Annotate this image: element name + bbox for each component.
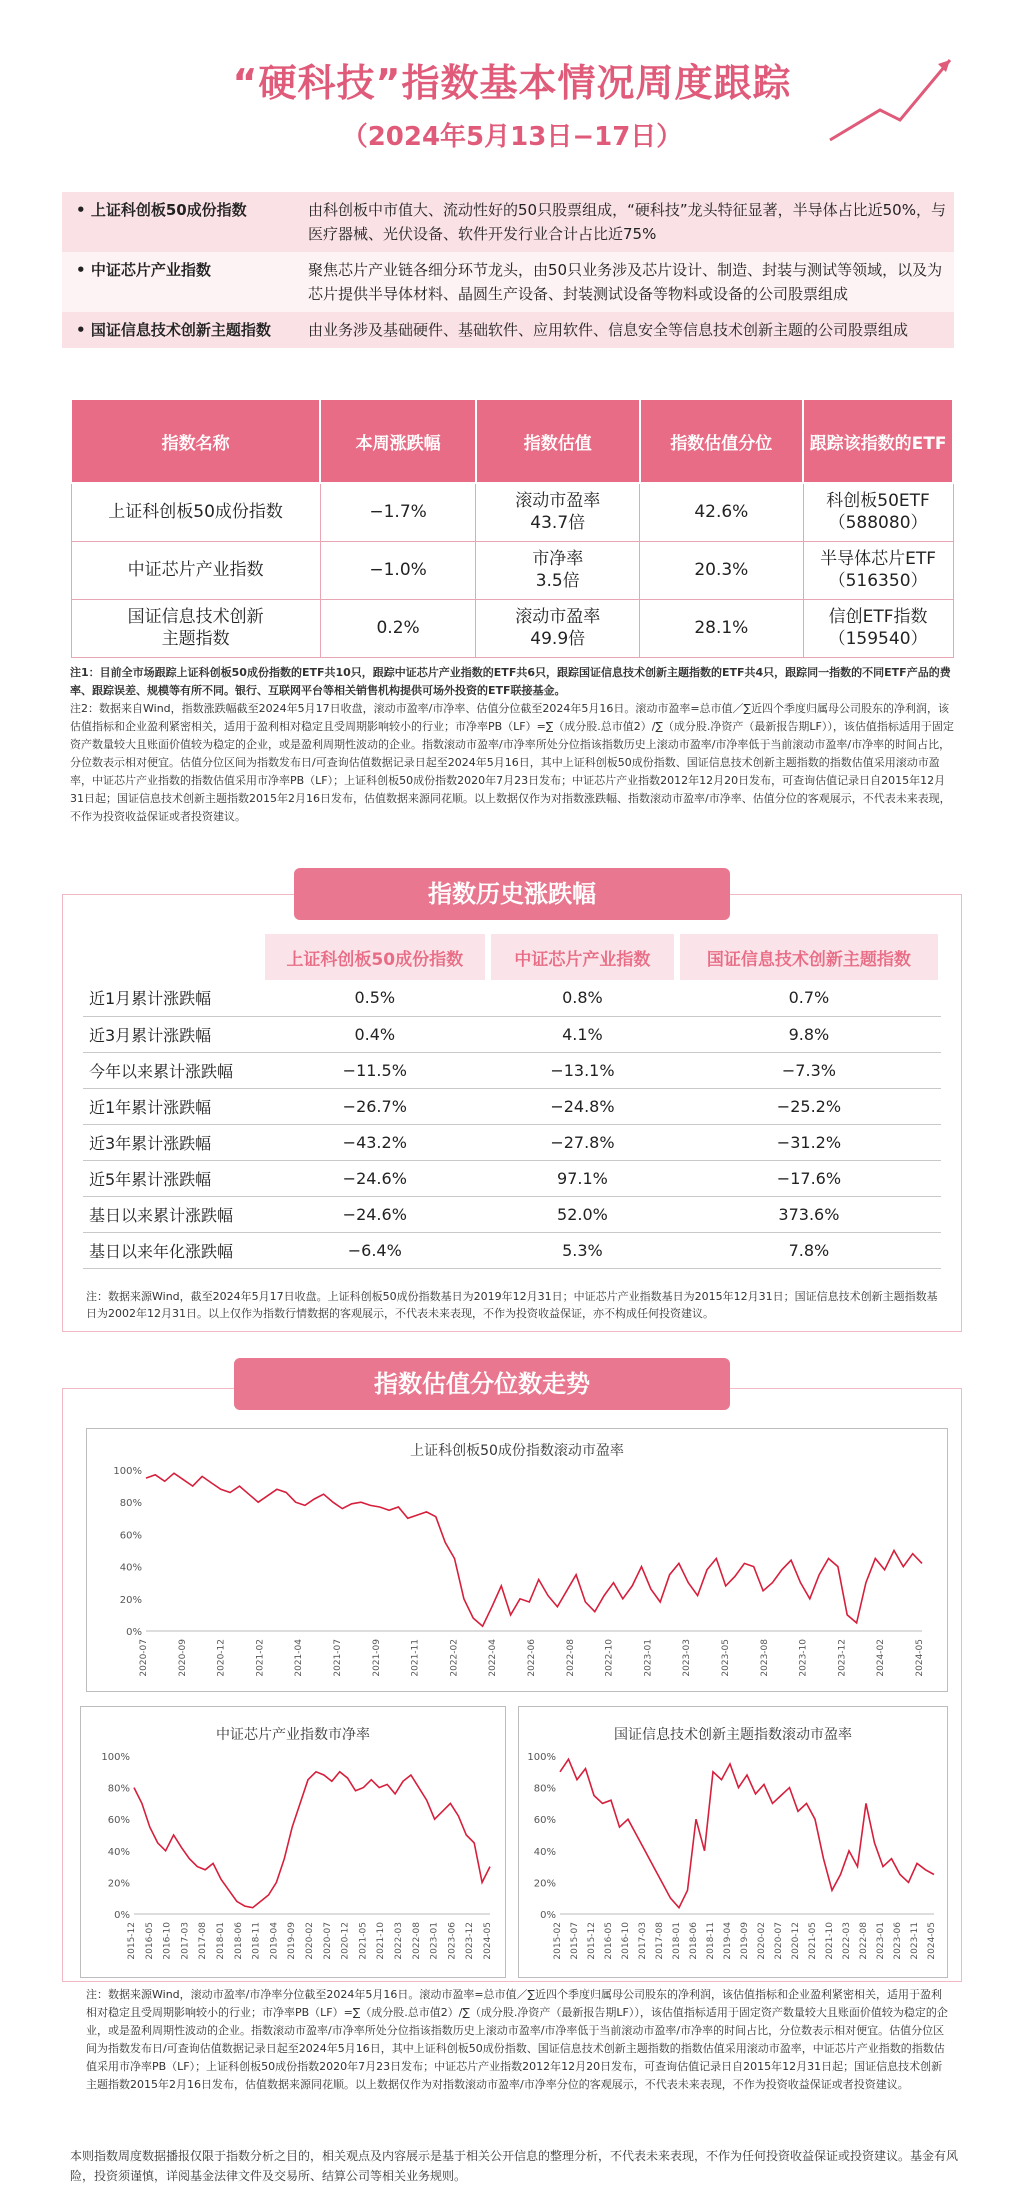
weekly-change: 0.2% [320,599,476,657]
chart-xinchuang [524,1748,942,1970]
footnote-3: 注：数据来源Wind，滚动市盈率/市净率分位截至2024年5月16日。滚动市盈率=总市值／∑近四个季度归属母公司股东的净利润，该估值指标和企业盈利紧密相关，适用于盈利相对稳定且受周期影响较小的行业；市净率PB（LF）=∑（成分股.总市值2）/∑（成分股.净资产（最新报告期LF）），该估值指标适用于固定资产数量较大且账面价值较为稳定的企业，或是盈利周期性波动的企业。指数滚动市盈率/市净率所处分位指该指数历史上滚动市盈率/市净率低于当前滚动市盈率/市净率的时间占比，分位数表示相对便宜。估值分位区间为指数发布日/可查询估值数据记录日起至2024年5月16日，其中上证科创板50成份指数、国证信息技术创新主题指数的指数估值采用滚动市盈率，中证芯片产业指数的指数估值采用市净率PB（LF）；上证科创板50成份指数2020年7月23日发布；中证芯片产业指数2012年12月20日发布，可查询估值记录日自2015年12月31日起；国证信息技术创新主题指数2015年2月16日发布，估值数据来源同花顺。以上数据仅作为对指数滚动市盈率/市净率分位的客观展示，不代表未来表现，不作为投资收益保证或者投资建议。 [86,1988,948,2091]
y-tick-label: 60% [533,1815,556,1827]
y-tick-label: 40% [119,1562,142,1574]
index-name: 国证信息技术创新 主题指数 [71,599,320,657]
row-value: −24.6% [262,1196,488,1232]
x-tick-label: 2022-03 [842,1922,852,1960]
y-tick-label: 60% [107,1815,130,1827]
table-row [83,1124,941,1160]
x-tick-label: 2017-08 [198,1922,209,1960]
page-title: “硬科技”指数基本情况周度跟踪 [232,61,792,105]
x-tick-label: 2021-10 [825,1922,835,1960]
x-tick-label: 2015-12 [127,1922,137,1960]
row-label: 基日以来年化涨跌幅 [83,1232,262,1268]
etf-name: 信创ETF指数 （159540） [803,599,953,657]
row-value: −17.6% [677,1160,941,1196]
series-line [134,1772,490,1908]
row-value: −24.6% [262,1160,488,1196]
row-label: 近3年累计涨跌幅 [83,1124,262,1160]
row-value: 0.8% [488,980,677,1016]
y-tick-label: 20% [107,1878,130,1890]
etf-name: 科创板50ETF （588080） [803,483,953,541]
y-tick-label: 0% [126,1627,142,1638]
x-tick-label: 2022-04 [488,1639,499,1677]
row-label: 基日以来累计涨跌幅 [83,1196,262,1232]
x-tick-label: 2015-02 [553,1922,563,1960]
row-value: 4.1% [488,1016,677,1052]
valuation-percentile: 28.1% [640,599,804,657]
series-line [560,1759,934,1908]
x-tick-label: 2022-03 [394,1922,404,1960]
row-label: 近1月累计涨跌幅 [83,980,262,1016]
weekly-change: −1.7% [320,483,476,541]
valuation-title: 指数估值分位数走势 [234,1358,730,1410]
header-valuation-percentile: 指数估值分位 [640,399,804,483]
x-tick-label: 2021-09 [371,1639,382,1677]
y-tick-label: 0% [114,1910,130,1921]
valuation-percentile: 42.6% [640,483,804,541]
x-tick-label: 2015-07 [570,1922,580,1960]
x-tick-label: 2023-01 [429,1922,440,1960]
intro-name: • 中证芯片产业指数 [70,258,308,306]
x-tick-label: 2015-12 [587,1922,597,1960]
x-tick-label: 2019-04 [269,1922,280,1960]
row-value: −13.1% [488,1052,677,1088]
column-xinchuang: 国证信息技术创新主题指数 [677,934,941,980]
x-tick-label: 2021-02 [255,1639,266,1677]
x-tick-label: 2021-11 [410,1639,421,1677]
x-tick-label: 2020-07 [322,1922,333,1960]
x-tick-label: 2022-10 [604,1639,615,1677]
x-tick-label: 2017-03 [638,1922,648,1960]
row-value: 373.6% [677,1196,941,1232]
row-label: 今年以来累计涨跌幅 [83,1052,262,1088]
y-tick-label: 80% [533,1783,556,1795]
history-table [80,934,944,1269]
row-value: 97.1% [488,1160,677,1196]
x-tick-label: 2018-11 [706,1922,716,1960]
intro-text: 由业务涉及基础硬件、基础软件、应用软件、信息安全等信息技术创新主题的公司股票组成 [308,321,909,339]
x-tick-label: 2020-02 [757,1922,767,1960]
x-tick-label: 2016-10 [621,1922,631,1960]
x-tick-label: 2023-03 [682,1639,693,1677]
index-name: 上证科创板50成份指数 [71,483,320,541]
row-value: −11.5% [262,1052,488,1088]
index-summary-table [70,398,954,658]
intro-row [62,312,954,348]
x-tick-label: 2018-06 [689,1922,699,1960]
valuation: 滚动市盈率 43.7倍 [476,483,640,541]
header-etf: 跟踪该指数的ETF [803,399,953,483]
table-row [83,1052,941,1088]
disclaimer: 本则指数周度数据播报仅限于指数分析之目的，相关观点及内容展示是基于相关公开信息的整理分析，不代表未来表现，不作为任何投资收益保证或投资建议。基金有风险，投资须谨慎，详阅基金法律文件及交易所、结算公司等相关业务规则。 [70,2149,959,2183]
header-weekly-change: 本周涨跌幅 [320,399,476,483]
row-value: 0.4% [262,1016,488,1052]
x-tick-label: 2023-11 [910,1922,920,1960]
x-tick-label: 2023-12 [837,1639,848,1677]
header-index-name: 指数名称 [71,399,320,483]
row-value: −6.4% [262,1232,488,1268]
x-tick-label: 2021-04 [294,1639,305,1677]
x-tick-label: 2018-11 [251,1922,262,1960]
intro-name: • 上证科创板50成份指数 [70,198,308,246]
row-value: −27.8% [488,1124,677,1160]
chart-kc50-title: 上证科创板50成份指数滚动市盈率 [410,1443,624,1459]
row-value: −7.3% [677,1052,941,1088]
x-tick-label: 2021-10 [376,1922,387,1960]
x-tick-label: 2024-05 [915,1639,925,1677]
x-tick-label: 2023-10 [798,1639,809,1677]
header-valuation: 指数估值 [476,399,640,483]
x-tick-label: 2022-08 [859,1922,869,1960]
footnote-1: 注1：目前全市场跟踪上证科创板50成份指数的ETF共10只，跟踪中证芯片产业指数的ETF共6只，跟踪国证信息技术创新主题指数的ETF共4只，跟踪同一指数的不同ETF产品的费率、跟踪误差、规模等有所不同。银行、互联网平台等相关销售机构提供可场外投资的ETF联接基金。 注2：数据来自Wind，指数涨跌幅截至2024年5月17日收盘，滚动市盈率/市净率、估值分位截至2024年5月16日。滚动市盈率=总市值／∑近四个季度归属母公司股东的净利润，该估值指标和企业盈利紧密相关，适用于盈利相对稳定且受周期影响较小的行业；市净率PB（LF）=∑（成分股.总市值2）/∑（成分股.净资产（最新报告期LF）），该估值指标适用于固定资产数量较大且账面价值较为稳定的企业，或是盈利周期性波动的企业。指数滚动市盈率/市净率所处分位指该指数历史上滚动市盈率/市净率低于当前滚动市盈率/市净率的时间占比，分位数表示相对便宜。估值分位区间为指数发布日/可查询估值数据记录日起至2024年5月16日，其中上证科创板50成份指数、国证信息技术创新主题指数的指数估值采用滚动市盈率，中证芯片产业指数的指数估值采用市净率PB（LF）；上证科创板50成份指数2020年7月23日发布；中证芯片产业指数2012年12月20日发布，可查询估值记录日自2015年12月31日起；国证信息技术创新主题指数2015年2月16日发布，估值数据来源同花顺。以上数据仅作为对指数涨跌幅、指数滚动市盈率/市净率、估值分位的客观展示，不代表未来表现，不作为投资收益保证或者投资建议。 [70,666,954,823]
x-tick-label: 2017-08 [655,1922,665,1960]
row-value: −26.7% [262,1088,488,1124]
table-row [83,980,941,1016]
x-tick-label: 2022-08 [565,1639,576,1677]
y-tick-label: 100% [113,1466,142,1477]
row-value: 7.8% [677,1232,941,1268]
x-tick-label: 2019-09 [740,1922,750,1960]
trend-arrow-icon [820,40,970,150]
table-row [83,1160,941,1196]
row-value: −24.8% [488,1088,677,1124]
x-tick-label: 2023-06 [447,1922,458,1960]
index-name: 中证芯片产业指数 [71,541,320,599]
y-tick-label: 40% [533,1846,556,1858]
y-tick-label: 40% [107,1846,130,1858]
x-tick-label: 2020-12 [216,1639,227,1677]
table-row [83,1016,941,1052]
intro-row [62,192,954,252]
x-tick-label: 2019-09 [287,1922,298,1960]
y-tick-label: 60% [119,1530,142,1542]
series-line [146,1473,922,1626]
row-value: −25.2% [677,1088,941,1124]
row-value: 9.8% [677,1016,941,1052]
intro-row [62,252,954,312]
x-tick-label: 2020-12 [340,1922,351,1960]
column-chip: 中证芯片产业指数 [488,934,677,980]
weekly-change: −1.0% [320,541,476,599]
page-subtitle: （2024年5月13日−17日） [341,122,683,152]
column-kc50: 上证科创板50成份指数 [262,934,488,980]
x-tick-label: 2023-01 [876,1922,886,1960]
index-intro-list [62,192,954,348]
valuation: 滚动市盈率 49.9倍 [476,599,640,657]
x-tick-label: 2019-04 [723,1922,733,1960]
chart-xinchuang-title: 国证信息技术创新主题指数滚动市盈率 [614,1727,852,1743]
table-row [83,1196,941,1232]
history-title: 指数历史涨跌幅 [294,868,730,920]
y-tick-label: 100% [101,1752,130,1763]
x-tick-label: 2020-07 [139,1639,149,1677]
x-tick-label: 2021-05 [358,1922,369,1960]
x-tick-label: 2018-01 [672,1922,682,1960]
x-tick-label: 2024-05 [483,1922,493,1960]
row-label: 近5年累计涨跌幅 [83,1160,262,1196]
x-tick-label: 2020-12 [791,1922,801,1960]
intro-text: 聚焦芯片产业链各细分环节龙头，由50只业务涉及芯片设计、制造、封装与测试等领域，以及为芯片提供半导体材料、晶圆生产设备、封装测试设备等物料或设备的公司股票组成 [308,261,943,303]
x-tick-label: 2018-06 [233,1922,244,1960]
x-tick-label: 2023-01 [643,1639,654,1677]
etf-name: 半导体芯片ETF （516350） [803,541,953,599]
x-tick-label: 2016-05 [604,1922,614,1960]
y-tick-label: 100% [527,1752,556,1763]
table-row [83,1088,941,1124]
y-tick-label: 80% [119,1498,142,1510]
row-value: 5.3% [488,1232,677,1268]
table-row [71,483,953,541]
x-tick-label: 2023-08 [759,1639,770,1677]
x-tick-label: 2022-02 [449,1639,460,1677]
x-tick-label: 2021-07 [333,1639,343,1677]
row-label: 近3月累计涨跌幅 [83,1016,262,1052]
x-tick-label: 2024-05 [927,1922,937,1960]
table-row [83,1232,941,1268]
y-tick-label: 20% [119,1594,142,1606]
chart-chip [98,1748,498,1970]
x-tick-label: 2024-02 [876,1639,887,1677]
x-tick-label: 2022-08 [411,1922,422,1960]
x-tick-label: 2023-05 [721,1639,731,1677]
y-tick-label: 0% [540,1910,556,1921]
intro-text: 由科创板中市值大、流动性好的50只股票组成，“硬科技”龙头特征显著，半导体占比近50%，与医疗器械、光伏设备、软件开发行业合计占比近75% [308,201,946,243]
x-tick-label: 2023-06 [893,1922,903,1960]
table-row [71,541,953,599]
x-tick-label: 2016-05 [144,1922,155,1960]
x-tick-label: 2022-06 [527,1639,537,1677]
x-tick-label: 2016-10 [162,1922,173,1960]
x-tick-label: 2017-03 [180,1922,191,1960]
y-tick-label: 20% [533,1878,556,1890]
x-tick-label: 2020-09 [177,1639,188,1677]
x-tick-label: 2018-01 [216,1922,226,1960]
y-tick-label: 80% [107,1783,130,1795]
row-value: −31.2% [677,1124,941,1160]
row-value: −43.2% [262,1124,488,1160]
x-tick-label: 2023-12 [465,1922,476,1960]
row-value: 0.5% [262,980,488,1016]
row-value: 52.0% [488,1196,677,1232]
footnote-2: 注：数据来源Wind，截至2024年5月17日收盘。上证科创板50成份指数基日为2019年12月31日；中证芯片产业指数基日为2015年12月31日；国证信息技术创新主题指数基日为2002年12月31日。以上仅作为指数行情数据的客观展示，不代表未来表现，不作为投资收益保证，亦不构成任何投资建议。 [86,1290,938,1320]
valuation: 市净率 3.5倍 [476,541,640,599]
row-value: 0.7% [677,980,941,1016]
x-tick-label: 2020-02 [305,1922,315,1960]
x-tick-label: 2021-05 [808,1922,818,1960]
intro-name: • 国证信息技术创新主题指数 [70,318,308,342]
x-tick-label: 2020-07 [774,1922,784,1960]
table-row [71,599,953,657]
chart-kc50 [110,1462,930,1687]
valuation-percentile: 20.3% [640,541,804,599]
row-label: 近1年累计涨跌幅 [83,1088,262,1124]
chart-chip-title: 中证芯片产业指数市净率 [216,1727,370,1743]
